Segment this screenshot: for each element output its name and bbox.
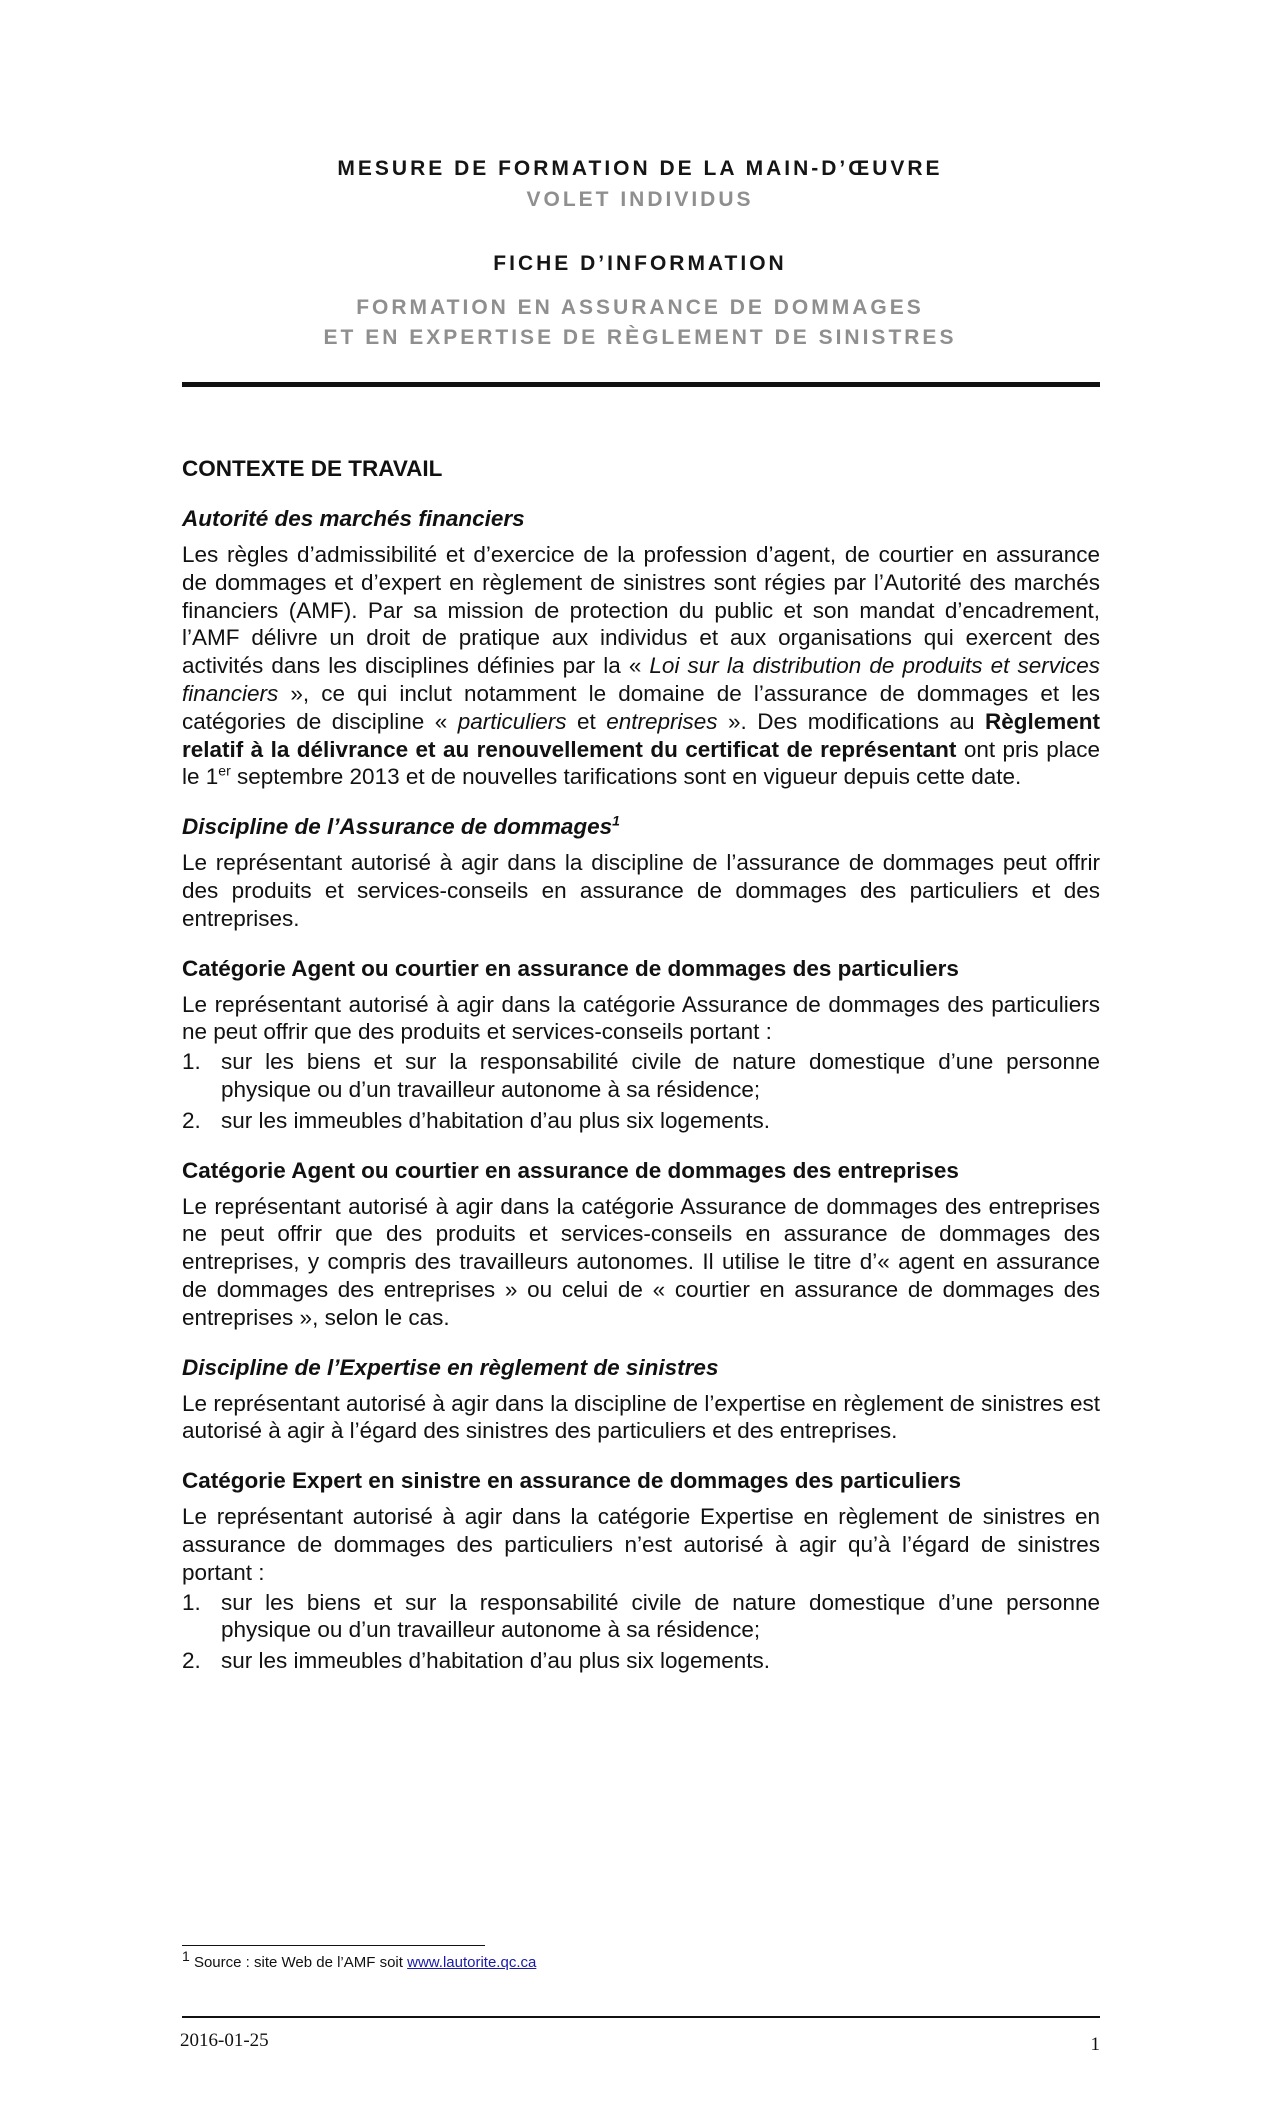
cat-entreprises-section — [182, 1157, 1100, 1332]
footnote-separator — [182, 1945, 485, 1946]
header-subtitle: VOLET INDIVIDUS — [526, 188, 754, 211]
list-item: 1. sur les biens et sur la responsabilité civile de nature domestique d’une personne physique ou d’un travailleur autonome à sa résidence; — [182, 1589, 1100, 1643]
cat-expert-list — [182, 1589, 1100, 1675]
discipline-dommages-section — [182, 813, 1100, 932]
list-item: 2. sur les immeubles d’habitation d’au plus six logements. — [182, 1648, 771, 1674]
footer-divider — [182, 2016, 1100, 2018]
discipline-dommages-heading: Discipline de l’Assurance de dommages$^1$ — [182, 812, 620, 840]
discipline-dommages-paragraph: Le représentant autorisé à agir dans la discipline de l’assurance de dommages peut offrir des produits et services-conseils en assurance de dommages des particuliers et des entreprises. — [182, 850, 1100, 931]
section-title: CONTEXTE DE TRAVAIL — [182, 456, 443, 481]
amf-paragraph: Les règles d’admissibilité et d’exercice de la profession d’agent, de courtier en assurance de dommages et d’expert en règlement de sinistres sont régies par l’Autorité des marchés financiers (AMF). Par sa mission de protection du public et son mandat d’encadrement, l’AMF délivre un droit de pratique aux individus et aux organisations qui exercent des activités dans les disciplines définies par la « Loi sur la distribution de produits et services financiers », ce qui inclut notamment le domaine de l’assurance de dommages et les catégories de discipline « particuliers et entreprises ». Des modifications au Règlement relatif à la délivrance et au renouvellement du certificat de représentant ont pris place le 1er septembre 2013 et de nouvelles tarifications sont en vigueur depuis cette date. — [182, 542, 1100, 790]
header-title: MESURE DE FORMATION DE LA MAIN-D’ŒUVRE — [337, 157, 943, 180]
discipline-expertise-section — [182, 1354, 1100, 1446]
list-item: 2. sur les immeubles d’habitation d’au plus six logements. — [182, 1107, 771, 1133]
cat-particuliers-list — [182, 1048, 1100, 1134]
cat-particuliers-paragraph: Le représentant autorisé à agir dans la catégorie Assurance de dommages des particuliers ne peut offrir que des produits et services-conseils portant : — [182, 991, 1100, 1045]
amf-heading: Autorité des marchés financiers — [182, 506, 525, 531]
amf-website-link[interactable]: www.lautorite.qc.ca — [407, 1954, 537, 1971]
footnote: $^1$ Source : site Web de l’AMF soit www.lautorite.qc.ca — [182, 1948, 537, 1971]
header-divider — [182, 382, 1100, 387]
discipline-expertise-heading: Discipline de l’Expertise en règlement de sinistres — [182, 1354, 719, 1380]
cat-particuliers-section — [182, 955, 1100, 1135]
list-item: 1. sur les biens et sur la responsabilité civile de nature domestique d’une personne physique ou d’un travailleur autonome à sa résidence; — [182, 1049, 1100, 1102]
cat-particuliers-heading: Catégorie Agent ou courtier en assurance de dommages des particuliers — [182, 955, 959, 981]
amf-section — [182, 505, 1100, 791]
main-content — [182, 455, 1100, 1697]
footer-date: 2016-01-25 — [180, 2030, 269, 2051]
cat-entreprises-paragraph: Le représentant autorisé à agir dans la catégorie Assurance de dommages des entreprises ne peut offrir que des produits et services-conseils en assurance de dommages des entreprises, y compris des travailleurs autonomes. Il utilise le titre d’« agent en assurance de dommages des entreprises » ou celui de « courtier en assurance de dommages des entreprises », selon le cas. — [182, 1193, 1100, 1330]
page-number: 1 — [1090, 2034, 1100, 2055]
cat-expert-heading: Catégorie Expert en sinistre en assurance de dommages des particuliers — [182, 1468, 962, 1494]
formation-title-line1: FORMATION EN ASSURANCE DE DOMMAGES — [356, 296, 924, 319]
footnote-ref: 1 — [612, 812, 620, 829]
cat-expert-paragraph: Le représentant autorisé à agir dans la catégorie Expertise en règlement de sinistres en assurance de dommages des particuliers n’est autorisé à agir qu’à l’égard de sinistres portant : — [182, 1504, 1100, 1585]
discipline-expertise-paragraph: Le représentant autorisé à agir dans la discipline de l’expertise en règlement de sinistres est autorisé à agir à l’égard des sinistres des particuliers et des entreprises. — [182, 1390, 1100, 1444]
fiche-title: FICHE D’INFORMATION — [493, 252, 787, 275]
formation-title-line2: ET EN EXPERTISE DE RÈGLEMENT DE SINISTRES — [323, 326, 957, 349]
cat-entreprises-heading: Catégorie Agent ou courtier en assurance de dommages des entreprises — [182, 1157, 959, 1183]
cat-expert-section — [182, 1467, 1100, 1675]
